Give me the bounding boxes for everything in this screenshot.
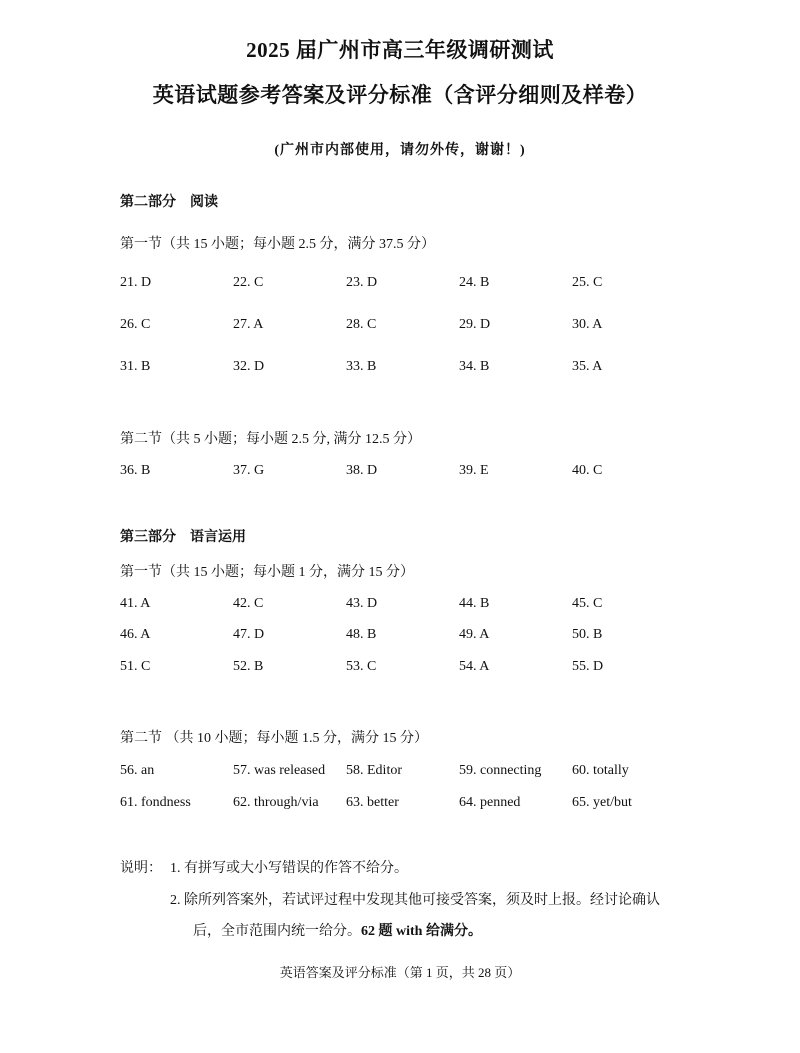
answer-row xyxy=(0,359,800,379)
answer-item: 57. was released xyxy=(233,763,326,778)
answer-item: 63. better xyxy=(346,795,399,810)
answer-item: 64. penned xyxy=(459,795,521,810)
part3-title-name: 语言运用 xyxy=(190,530,246,545)
document-subtitle: 英语试题参考答案及评分标准（含评分细则及样卷） xyxy=(152,83,648,107)
answer-item: 55. D xyxy=(572,659,604,674)
answer-item: 44. B xyxy=(459,596,490,611)
answer-item: 36. B xyxy=(120,463,151,478)
part2-title-name: 阅读 xyxy=(190,195,218,210)
answer-item: 39. E xyxy=(459,463,489,478)
part2-title-label: 第二部分 xyxy=(120,195,176,210)
answer-item: 54. A xyxy=(459,659,490,674)
answer-item: 23. D xyxy=(346,275,378,290)
answer-item: 41. A xyxy=(120,596,151,611)
answer-item: 37. G xyxy=(233,463,265,478)
answer-item: 58. Editor xyxy=(346,763,402,778)
answer-item: 27. A xyxy=(233,317,264,332)
answer-item: 61. fondness xyxy=(120,795,191,810)
answer-row xyxy=(0,275,800,295)
part2-section2-heading: 第二节（共 5 小题；每小题 2.5 分, 满分 12.5 分） xyxy=(120,432,421,447)
answer-row xyxy=(0,596,800,616)
page-footer: 英语答案及评分标准（第 1 页，共 28 页） xyxy=(279,965,521,980)
answer-item: 53. C xyxy=(346,659,377,674)
answer-item: 43. D xyxy=(346,596,378,611)
answer-item: 65. yet/but xyxy=(572,795,632,810)
answer-item: 42. C xyxy=(233,596,264,611)
answer-item: 22. C xyxy=(233,275,264,290)
document-title: 2025 届广州市高三年级调研测试 xyxy=(246,38,554,62)
answer-item: 31. B xyxy=(120,359,151,374)
answer-item: 51. C xyxy=(120,659,151,674)
answer-row xyxy=(0,659,800,679)
answer-item: 52. B xyxy=(233,659,264,674)
note-item-2-continued xyxy=(193,920,482,940)
answer-row xyxy=(0,763,800,783)
answer-item: 50. B xyxy=(572,627,603,642)
answer-item: 33. B xyxy=(346,359,377,374)
answer-item: 35. A xyxy=(572,359,603,374)
answer-item: 46. A xyxy=(120,627,151,642)
answer-item: 28. C xyxy=(346,317,377,332)
part3-section1-heading: 第一节（共 15 小题；每小题 1 分，满分 15 分） xyxy=(120,565,414,580)
answer-item: 25. C xyxy=(572,275,603,290)
answer-item: 30. A xyxy=(572,317,603,332)
answer-item: 38. D xyxy=(346,463,378,478)
answer-item: 56. an xyxy=(120,763,155,778)
internal-use-notice: (广州市内部使用，请勿外传，谢谢！) xyxy=(274,143,526,158)
answer-row xyxy=(0,795,800,815)
part3-title-label: 第三部分 xyxy=(120,530,176,545)
answer-item: 34. B xyxy=(459,359,490,374)
answer-item: 62. through/via xyxy=(233,795,319,810)
answer-item: 24. B xyxy=(459,275,490,290)
part2-section1-heading: 第一节（共 15 小题；每小题 2.5 分，满分 37.5 分） xyxy=(120,237,435,252)
answer-item: 47. D xyxy=(233,627,265,642)
answer-item: 26. C xyxy=(120,317,151,332)
part3-title xyxy=(120,526,246,546)
answer-item: 21. D xyxy=(120,275,152,290)
answer-item: 59. connecting xyxy=(459,763,542,778)
part2-title xyxy=(120,191,218,211)
note-item-2-text: 后，全市范围内统一给分。 xyxy=(193,924,361,939)
answer-item: 60. totally xyxy=(572,763,629,778)
answer-row xyxy=(0,627,800,647)
answer-item: 40. C xyxy=(572,463,603,478)
notes-label: 说明： xyxy=(120,861,162,876)
answer-item: 45. C xyxy=(572,596,603,611)
answer-item: 29. D xyxy=(459,317,491,332)
part3-section2-heading: 第二节 （共 10 小题；每小题 1.5 分，满分 15 分） xyxy=(120,731,428,746)
note-item-1: 1. 有拼写或大小写错误的作答不给分。 xyxy=(170,861,408,876)
answer-row xyxy=(0,317,800,337)
note-item-2-emphasis: 62 题 with 给满分。 xyxy=(361,924,482,939)
answer-item: 32. D xyxy=(233,359,265,374)
note-item-2: 2. 除所列答案外，若试评过程中发现其他可接受答案，须及时上报。经讨论确认 xyxy=(170,893,660,908)
answer-row xyxy=(0,463,800,483)
answer-item: 49. A xyxy=(459,627,490,642)
answer-item: 48. B xyxy=(346,627,377,642)
